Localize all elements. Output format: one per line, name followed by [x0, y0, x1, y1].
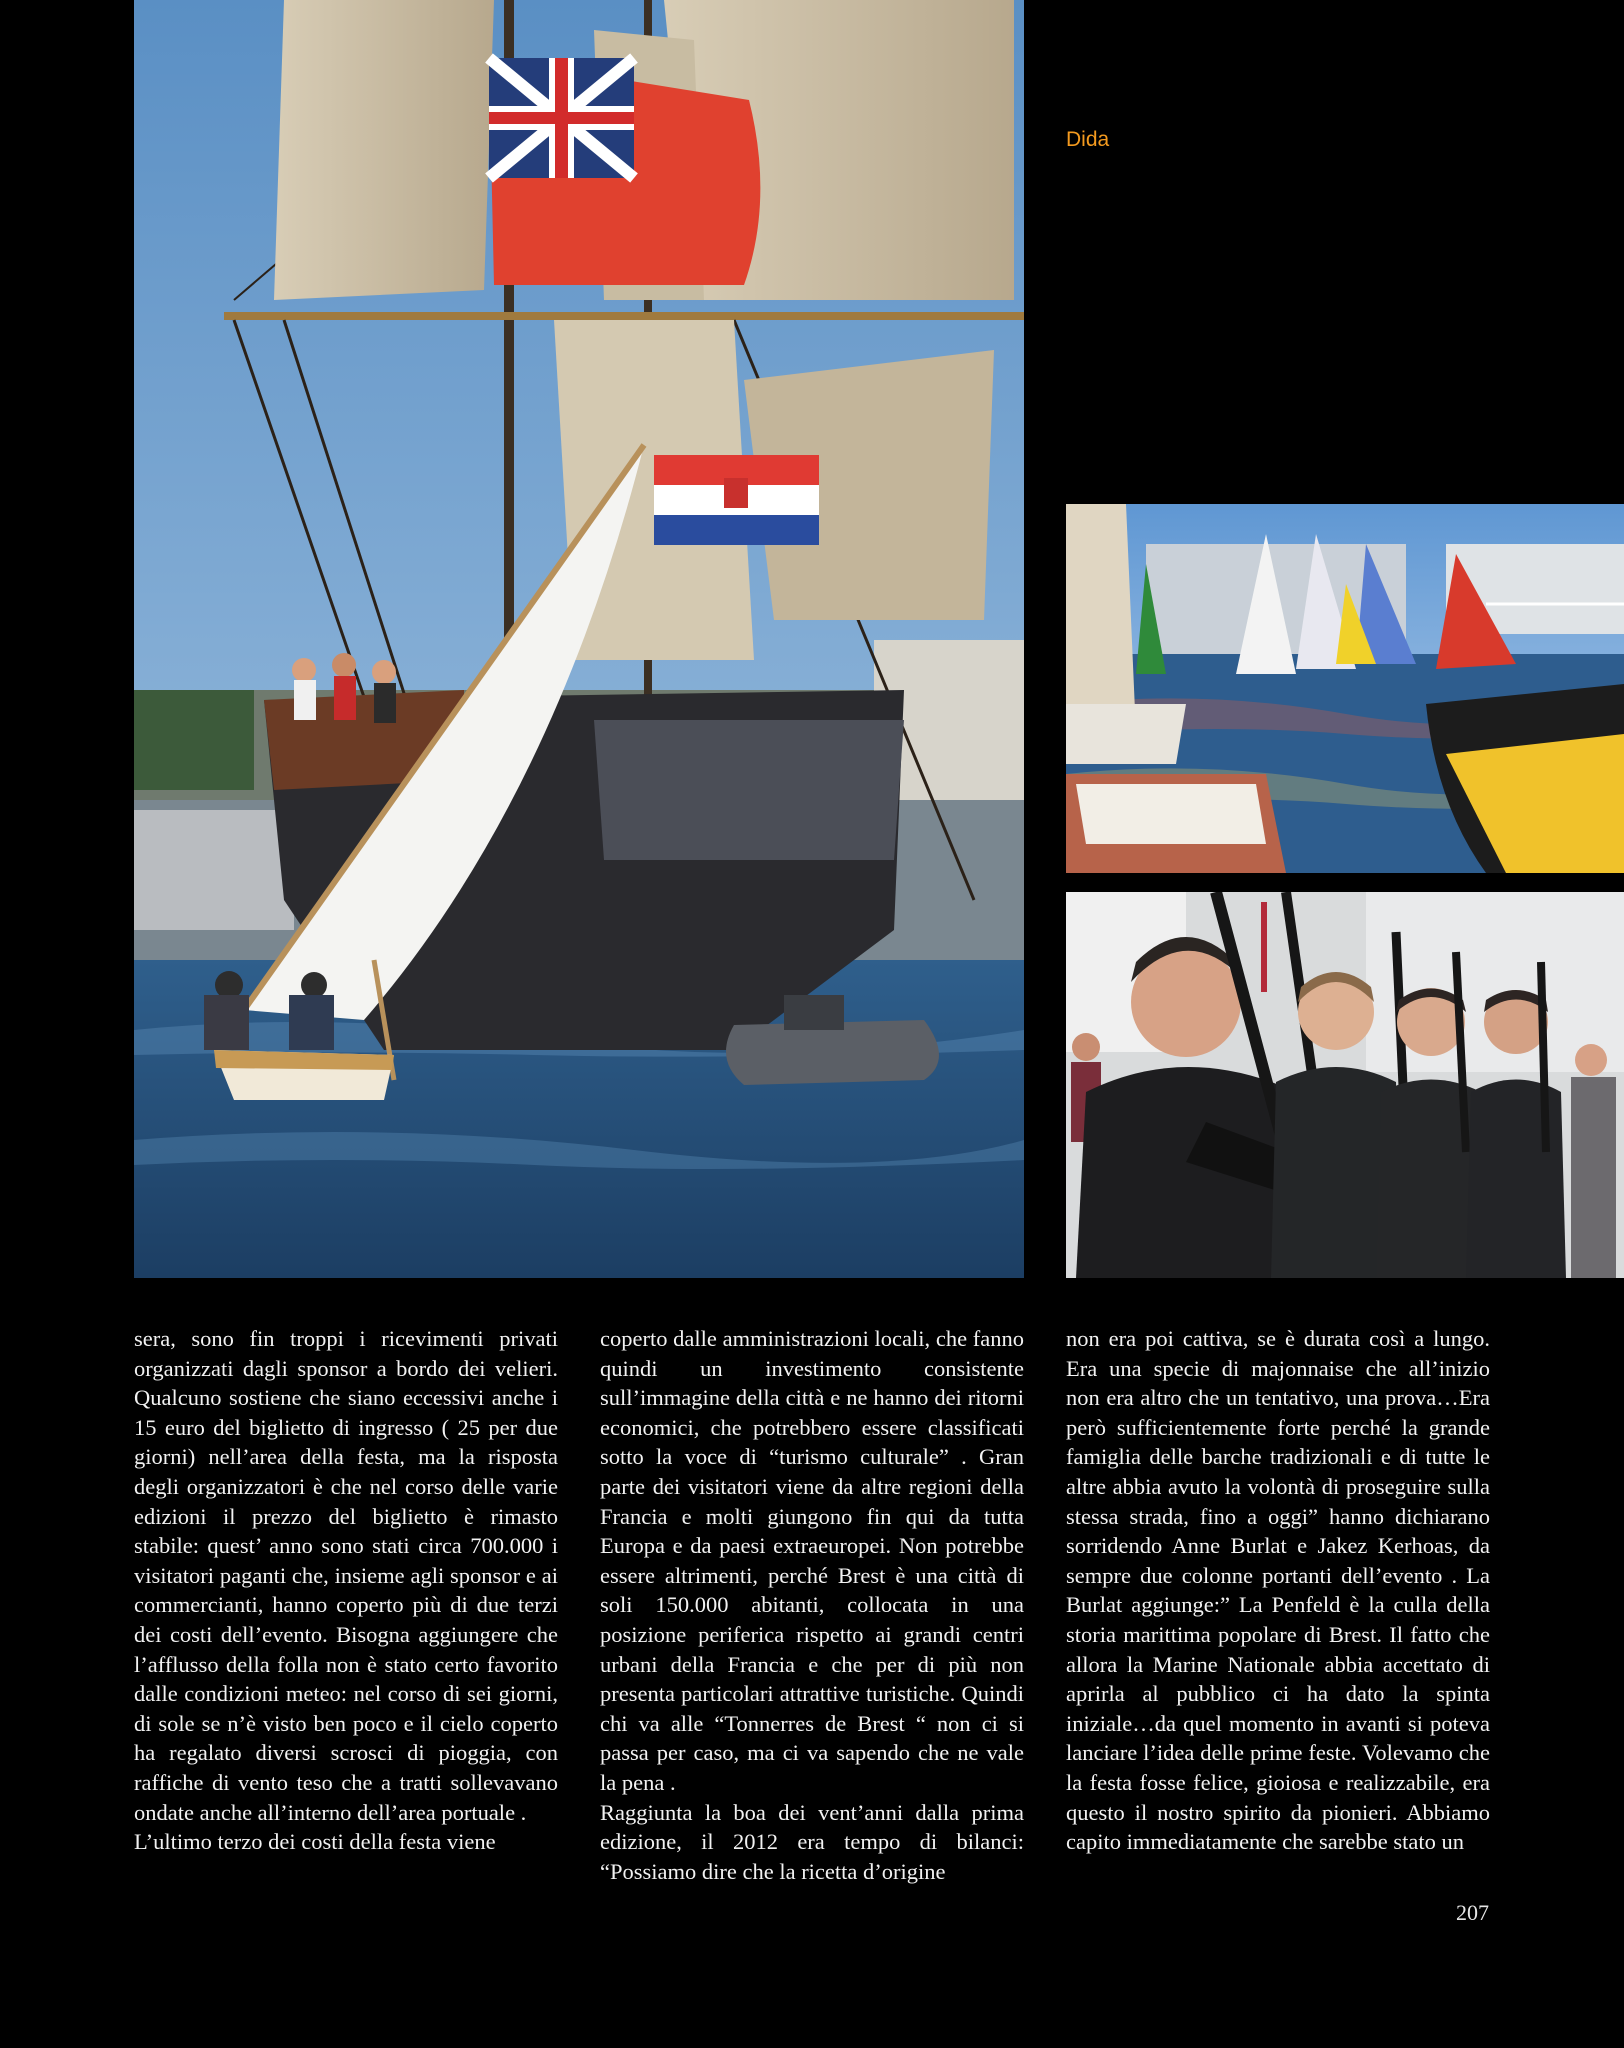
- paragraph: Raggiunta la boa dei vent’anni dalla prima edizione, il 2012 era tempo di bilanci: “Possiamo dire che la ricetta d’origine: [600, 1799, 1024, 1884]
- text-column-3: [1066, 1324, 1490, 1857]
- paragraph: L’ultimo terzo dei costi della festa viene: [134, 1829, 496, 1855]
- paragraph: sera, sono fin troppi i ricevimenti privati organizzati dagli sponsor a bordo dei velieri. Qualcuno sostiene che siano eccessivi anche i 15 euro del biglietto di ingresso ( 25 per due giorni) nell’area della festa, ma la risposta degli organizzatori è che nel corso delle varie edizioni il prezzo del biglietto è rimasto stabile: quest’ anno sono stati circa 700.000 i visitatori paganti che, insieme agli sponsor e ai commercianti, hanno coperto più di due terzi dei costi dell’evento. Bisogna aggiungere che l’afflusso della folla non è stato certo favorito dalle condizioni meteo: nel corso di sei giorni, di sole se n’è visto ben poco e il cielo coperto ha regalato diversi scrosci di pioggia, con raffiche di vento teso che a tratti sollevavano ondate anche all’interno dell’area portuale .: [134, 1326, 558, 1825]
- bagpipers-photo: [1066, 892, 1624, 1278]
- paragraph: non era poi cattiva, se è durata così a lungo. Era una specie di majonnaise che all’inizio non era altro che un tentativo, una prova…Era però sufficientemente forte perché la grande famiglia delle barche tradizionali e di tutte le altre abbia avuto la volontà di proseguire sulla stessa strada, fino a oggi” hanno dichiarano sorridendo Anne Burlat e Jakez Kerhoas, da sempre due colonne portanti dell’evento . La Burlat aggiunge:” La Penfeld è la culla della storia marittima popolare di Brest. Il fatto che allora la Marine Nationale abbia accettato di aprirla al pubblico ci ha dato la spinta iniziale…da quel momento in avanti si poteva lanciare l’idea delle prime feste. Volevamo che la festa fosse felice, gioiosa e realizzabile, era questo il nostro spirito da pionieri. Abbiamo capito immediatamente che sarebbe stato un: [1066, 1326, 1490, 1855]
- tall-ship-photo: [134, 0, 1024, 1278]
- harbor-boats-photo: [1066, 504, 1624, 873]
- caption-label: Dida: [1066, 128, 1110, 151]
- text-column-1: [134, 1324, 558, 1857]
- page-number: 207: [1456, 1900, 1489, 1925]
- text-column-2: [600, 1324, 1024, 1886]
- paragraph: coperto dalle amministrazioni locali, che fanno quindi un investimento consistente sull’immagine della città e ne hanno dei ritorni economici, che potrebbero essere classificati sotto la voce di “turismo culturale” . Gran parte dei visitatori viene da altre regioni della Francia e molti giungono fin qui da tutta Europa e da paesi extraeuropei. Non potrebbe essere altrimenti, perché Brest è una città di soli 150.000 abitanti, collocata in una posizione periferica rispetto ai grandi centri urbani della Francia e che per di più non presenta particolari attrattive turistiche. Quindi chi va alle “Tonnerres de Brest “ non ci si passa per caso, ma ci va sapendo che ne vale la pena .: [600, 1326, 1024, 1795]
